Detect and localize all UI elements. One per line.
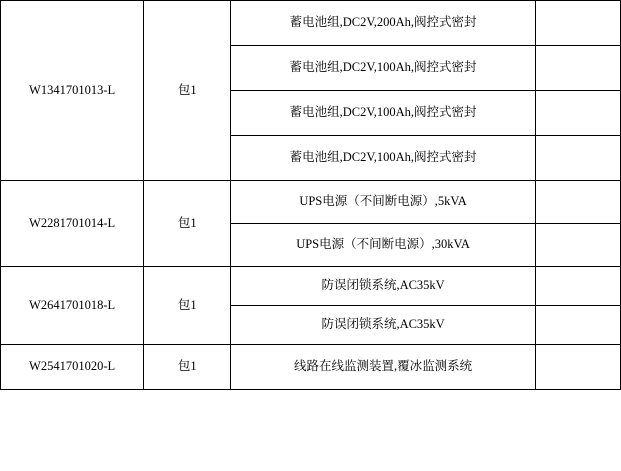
package-cell: 包1 bbox=[144, 345, 231, 390]
quantity-cell bbox=[535, 136, 620, 181]
description-cell: UPS电源（不间断电源）,30kVA bbox=[231, 224, 535, 267]
description-cell: 防误闭锁系统,AC35kV bbox=[231, 306, 535, 345]
description-cell: 线路在线监测装置,覆冰监测系统 bbox=[231, 345, 535, 390]
description-cell: 蓄电池组,DC2V,200Ah,阀控式密封 bbox=[231, 1, 535, 46]
description-cell: UPS电源（不间断电源）,5kVA bbox=[231, 181, 535, 224]
package-cell: 包1 bbox=[144, 267, 231, 345]
package-cell: 包1 bbox=[144, 1, 231, 181]
table-row bbox=[1, 1, 621, 46]
quantity-cell bbox=[535, 46, 620, 91]
material-code-cell: W2641701018-L bbox=[1, 267, 144, 345]
quantity-cell bbox=[535, 224, 620, 267]
quantity-cell bbox=[535, 1, 620, 46]
description-cell: 蓄电池组,DC2V,100Ah,阀控式密封 bbox=[231, 46, 535, 91]
quantity-cell bbox=[535, 345, 620, 390]
material-code-cell: W2281701014-L bbox=[1, 181, 144, 267]
description-cell: 蓄电池组,DC2V,100Ah,阀控式密封 bbox=[231, 136, 535, 181]
quantity-cell bbox=[535, 306, 620, 345]
material-code-cell: W1341701013-L bbox=[1, 1, 144, 181]
table-row bbox=[1, 345, 621, 390]
quantity-cell bbox=[535, 91, 620, 136]
quantity-cell bbox=[535, 267, 620, 306]
material-code-cell: W2541701020-L bbox=[1, 345, 144, 390]
table-row bbox=[1, 267, 621, 306]
package-cell: 包1 bbox=[144, 181, 231, 267]
quantity-cell bbox=[535, 181, 620, 224]
description-cell: 蓄电池组,DC2V,100Ah,阀控式密封 bbox=[231, 91, 535, 136]
description-cell: 防误闭锁系统,AC35kV bbox=[231, 267, 535, 306]
table-row bbox=[1, 181, 621, 224]
